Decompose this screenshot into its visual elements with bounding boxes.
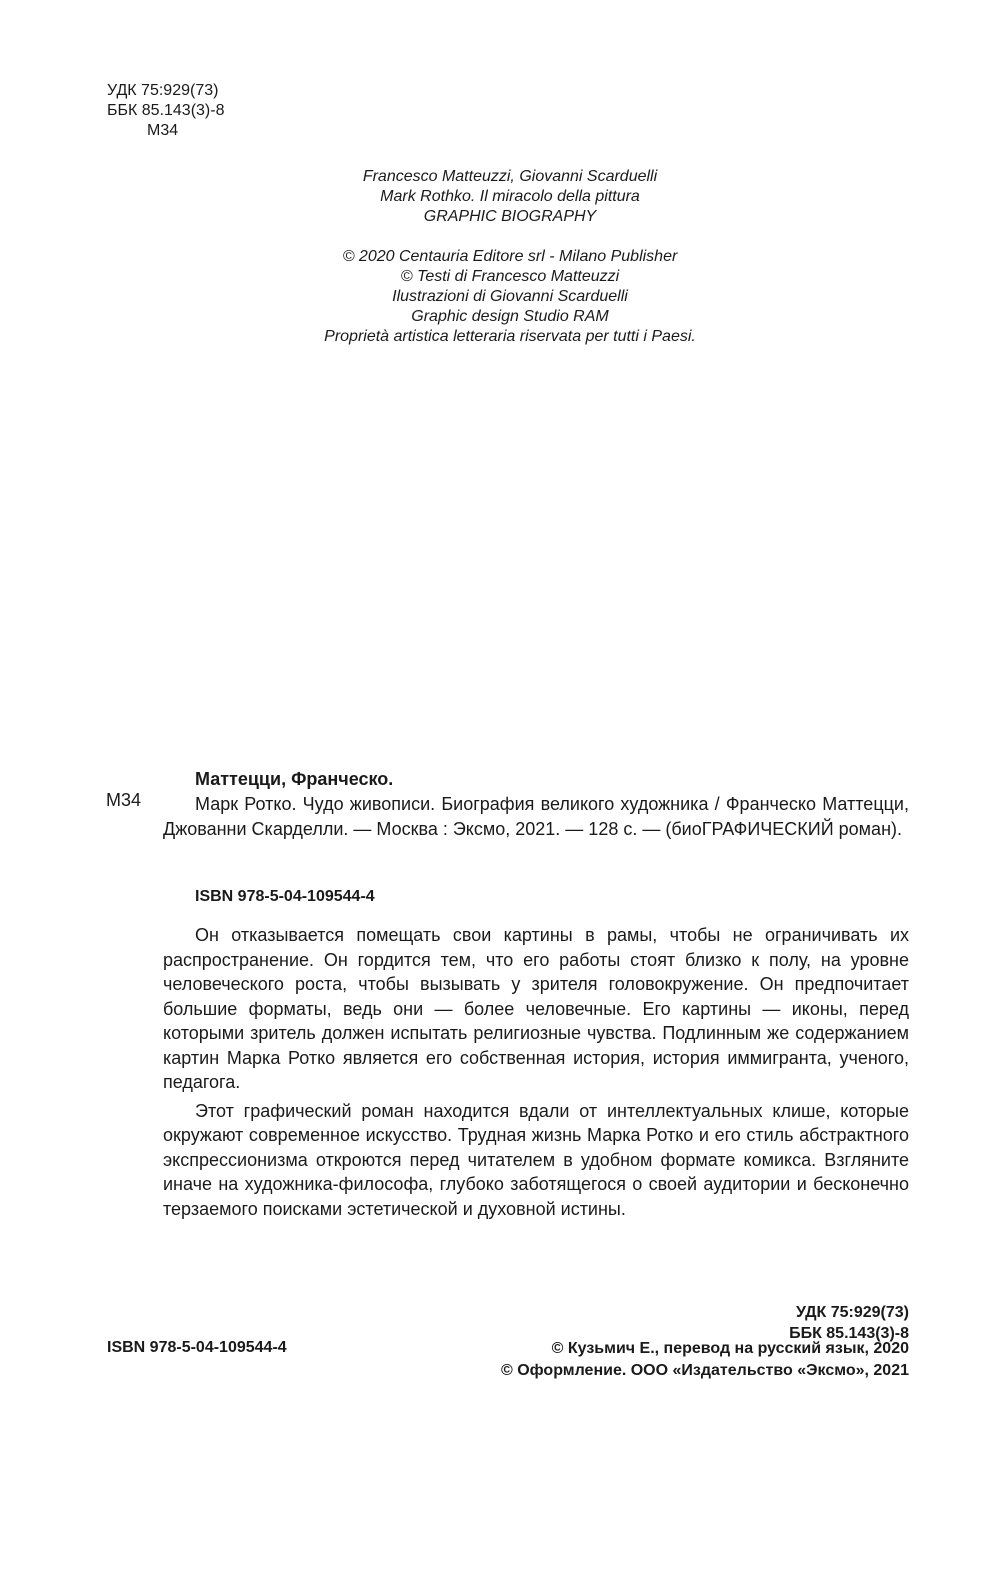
- biblio-description: Марк Ротко. Чудо живописи. Биография великого художника / Франческо Маттецци, Джованни Скарделли. — Москва : Эксмо, 2021. — 128 с. — (биоГРАФИЧЕСКИЙ роман).: [163, 794, 909, 839]
- biblio-author: Маттецци, Франческо.: [195, 769, 394, 789]
- illustrations-credit: Ilustrazioni di Giovanni Scarduelli: [392, 288, 628, 305]
- bottom-bbk-code: ББК 85.143(3)-8: [789, 1325, 909, 1342]
- bottom-copyright: [501, 1338, 909, 1382]
- bibliographic-record: [163, 767, 909, 842]
- author-mark: М34: [147, 122, 179, 139]
- design-credit: Graphic design Studio RAM: [411, 308, 609, 325]
- udk-code: УДК 75:929(73): [107, 82, 219, 99]
- bottom-udk-code: УДК 75:929(73): [795, 1304, 909, 1321]
- rights-notice: Proprietà artistica letteraria riservata per tutti i Paesi.: [324, 328, 696, 345]
- annotation-paragraph-1: Он отказывается помещать свои картины в рамы, чтобы не ограничивать их распространение. Он гордится тем, что его работы стоят близко к полу, на уровне человеческого роста, чтобы вызывать у зрителя головокружение. Он предпочитает большие форматы, ведь они — более человечные. Его картины — иконы, перед которыми зритель должен испытать религиозные чувства. Подлинным же содержанием картин Марка Ротко является его собственная история, история иммигранта, ученого, педагога.: [163, 925, 909, 1092]
- original-title: Mark Rothko. Il miracolo della pittura: [380, 188, 640, 205]
- original-copyright: © 2020 Centauria Editore srl - Milano Publisher: [342, 248, 678, 265]
- original-authors: Francesco Matteuzzi, Giovanni Scarduelli: [362, 168, 658, 185]
- isbn-bottom: ISBN 978-5-04-109544-4: [107, 1339, 287, 1356]
- original-series: GRAPHIC BIOGRAPHY: [423, 208, 597, 225]
- bbk-code: ББК 85.143(3)-8: [107, 102, 225, 119]
- spacer: [250, 227, 770, 247]
- translation-copyright: © Кузьмич Е., перевод на русский язык, 2020: [551, 1340, 909, 1357]
- original-credits: [250, 167, 770, 347]
- top-classification-codes: [107, 81, 224, 141]
- annotation: [163, 923, 909, 1225]
- design-copyright: © Оформление. ООО «Издательство «Эксмо», 2021: [500, 1362, 909, 1379]
- isbn-main: ISBN 978-5-04-109544-4: [195, 888, 375, 905]
- biblio-author-mark: М34: [106, 790, 142, 810]
- annotation-paragraph-2: Этот графический роман находится вдали от интеллектуальных клише, которые окружают современное искусство. Трудная жизнь Марка Ротко и его стиль абстрактного экспрессионизма откроются перед читателем в удобном формате комикса. Взгляните иначе на художника-философа, глубоко заботящегося о своей аудитории и бесконечно терзаемого поисками эстетической и духовной истины.: [163, 1100, 909, 1219]
- texts-credit: © Testi di Francesco Matteuzzi: [400, 268, 620, 285]
